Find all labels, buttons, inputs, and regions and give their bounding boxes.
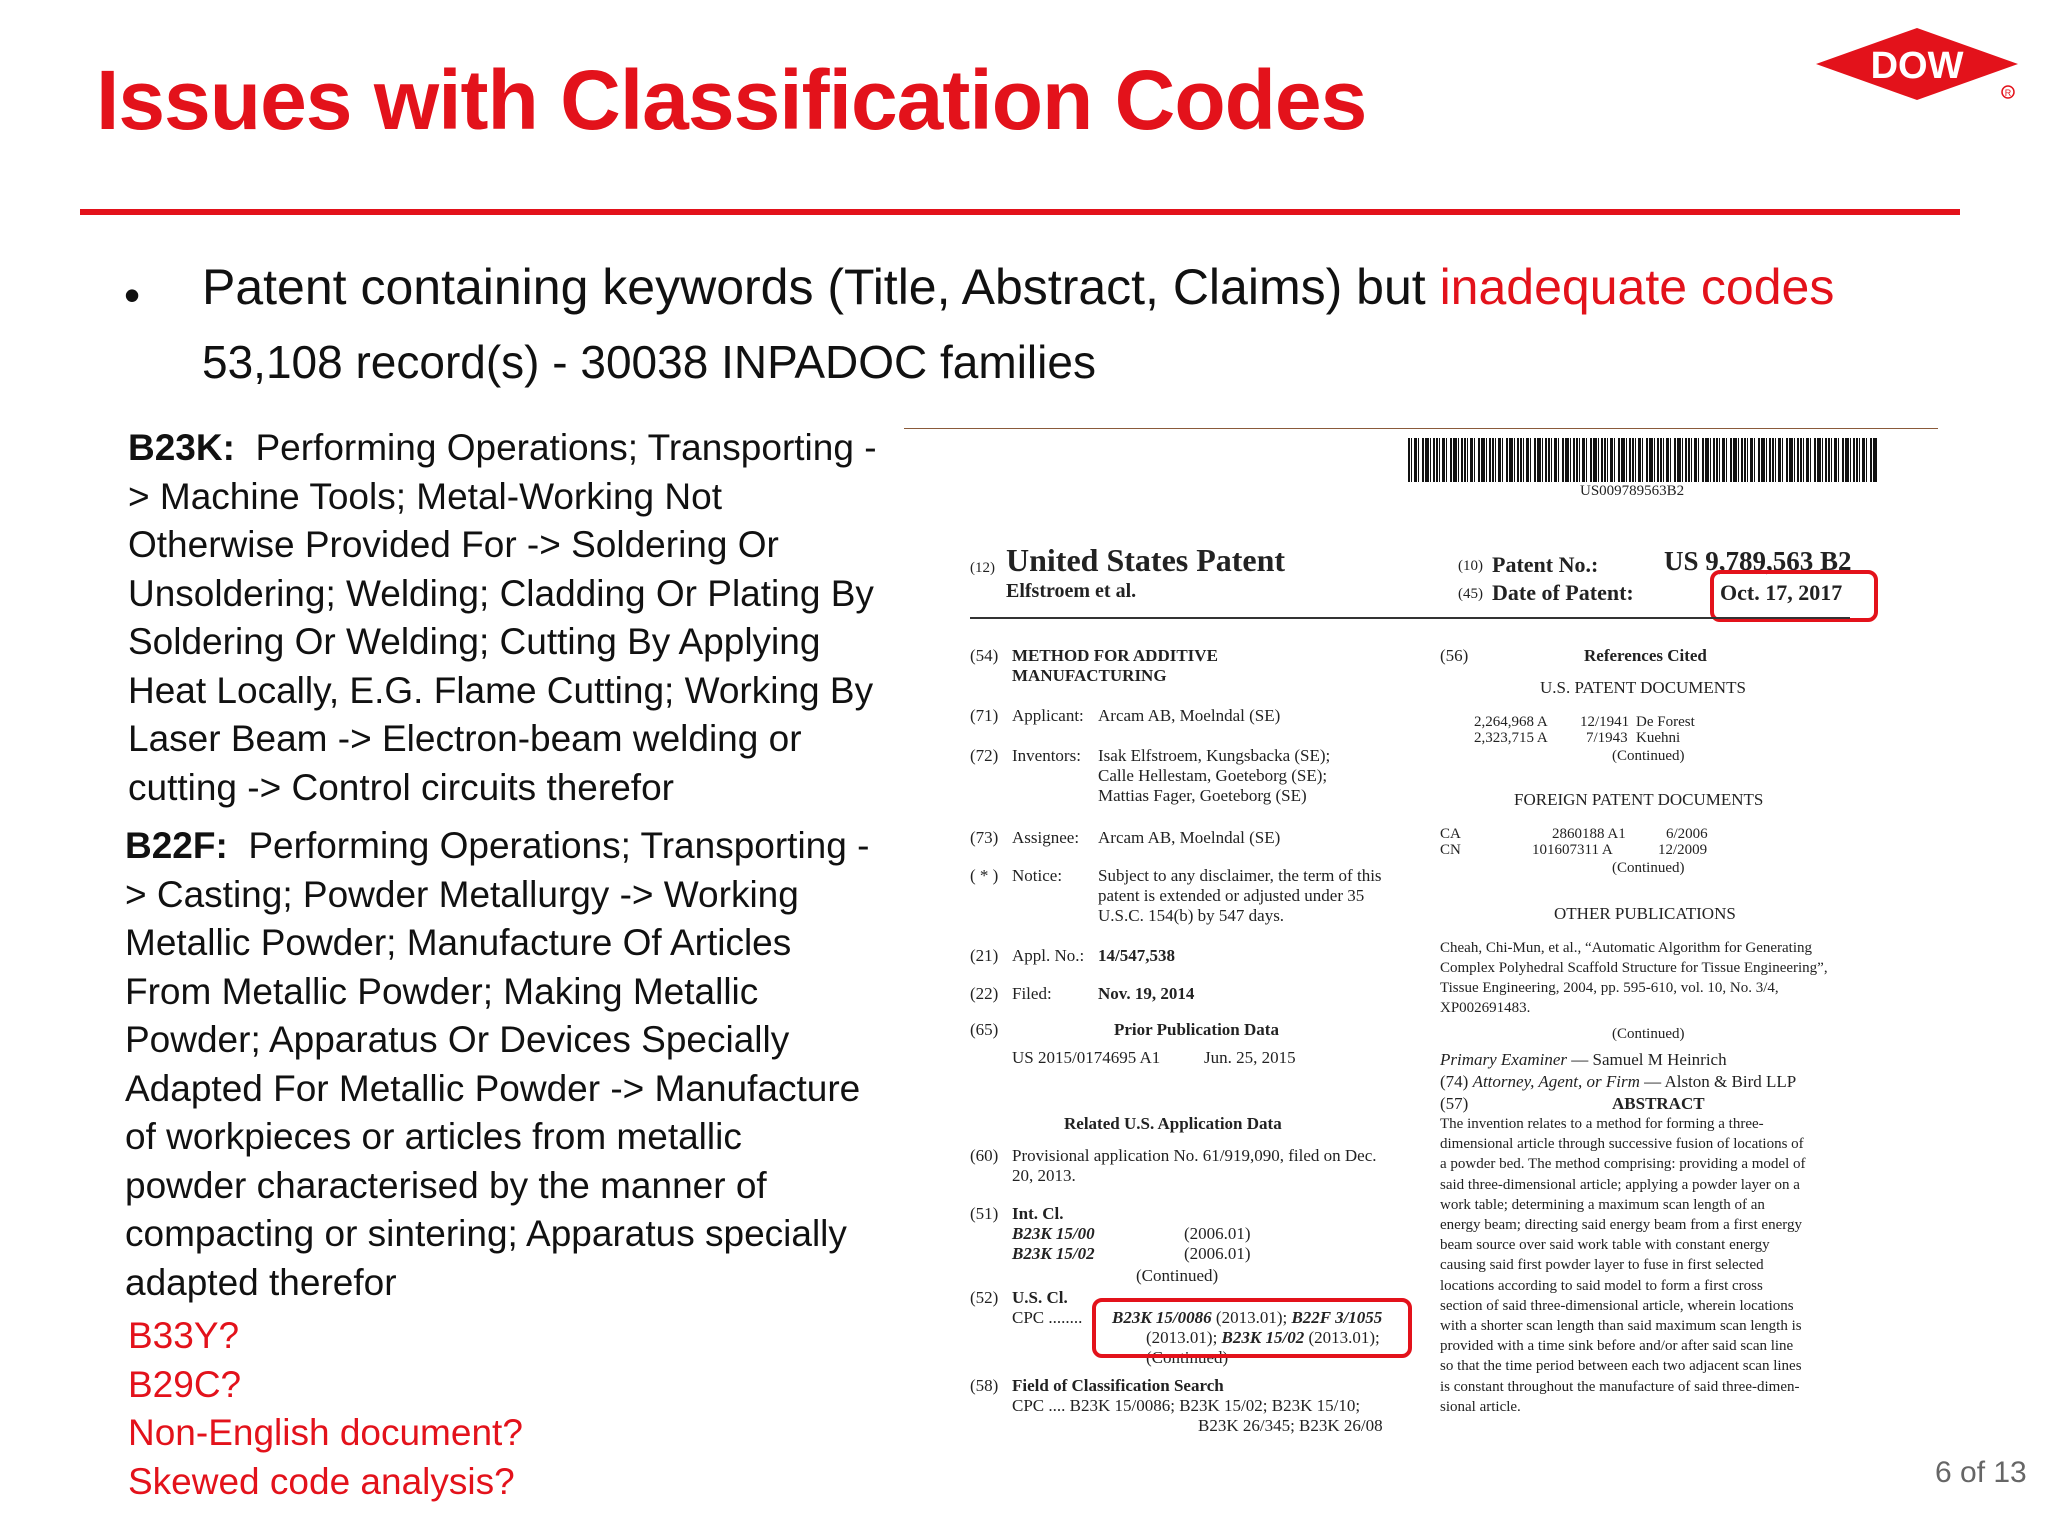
- patent-text: patent is extended or adjusted under 35: [1098, 886, 1365, 905]
- patent-text: [1486, 438, 1487, 482]
- description-line: Heat Locally, E.G. Flame Cutting; Working By: [128, 669, 874, 711]
- patent-text: Arcam AB, Moelndal (SE): [1098, 828, 1281, 847]
- patent-text: 2,264,968 A: [1474, 714, 1548, 730]
- patent-text: [1694, 438, 1697, 482]
- patent-text: [1758, 438, 1760, 482]
- patent-text: 2860188 A1: [1552, 826, 1626, 842]
- patent-text: [1614, 438, 1615, 482]
- patent-text: [1814, 438, 1816, 482]
- patent-text: (12): [970, 560, 995, 576]
- divider: [970, 617, 1850, 619]
- patent-text: [1621, 438, 1625, 482]
- patent-text: [1738, 438, 1739, 482]
- patent-text: [1663, 438, 1664, 482]
- patent-text: [1461, 438, 1463, 482]
- patent-text: [1458, 438, 1459, 482]
- bullet-icon: •: [124, 269, 141, 321]
- description-line: Unsoldering; Welding; Cladding Or Plating By: [128, 572, 874, 614]
- patent-text: [1607, 438, 1608, 482]
- patent-text: [1618, 438, 1620, 482]
- patent-text: 20, 2013.: [1012, 1166, 1076, 1185]
- abstract-text: [1440, 1114, 1860, 1417]
- patent-text: [1442, 438, 1445, 482]
- patent-text: [1570, 438, 1571, 482]
- description-line: Patent containing keywords (Title, Abstract, Claims) but: [202, 259, 1440, 315]
- patent-text: B23K 15/00: [1012, 1224, 1095, 1243]
- patent-text: 14/547,538: [1098, 946, 1175, 965]
- patent-text: ABSTRACT: [1612, 1094, 1705, 1113]
- cpc-highlight-box: [1092, 1298, 1412, 1358]
- patent-text: ( * ): [970, 866, 999, 885]
- patent-text: [1626, 438, 1627, 482]
- patent-text: [1705, 438, 1709, 482]
- patent-text: [1433, 438, 1435, 482]
- patent-text: Int. Cl.: [1012, 1204, 1064, 1223]
- patent-text: [1778, 438, 1781, 482]
- patent-text: Appl. No.:: [1012, 946, 1085, 965]
- patent-text: U.S. Cl.: [1012, 1288, 1068, 1307]
- patent-text: [1411, 438, 1412, 482]
- patent-text: [1761, 438, 1765, 482]
- patent-text: (21): [970, 946, 999, 965]
- patent-text: [1741, 438, 1743, 482]
- patent-text: [1853, 438, 1855, 482]
- patent-text: 101607311 A: [1532, 842, 1613, 858]
- patent-text: Arcam AB, Moelndal (SE): [1098, 706, 1281, 725]
- patent-text: (60): [970, 1146, 999, 1165]
- patent-text: Related U.S. Application Data: [1064, 1114, 1282, 1133]
- patent-text: B23K 15/0086: [1112, 1308, 1212, 1327]
- patent-text: [1850, 438, 1851, 482]
- patent-text: [1478, 438, 1480, 482]
- patent-text: [1716, 438, 1718, 482]
- patent-text: [1489, 438, 1491, 482]
- patent-text: [1800, 438, 1802, 482]
- patent-text: [1551, 438, 1552, 482]
- patent-text: [1797, 438, 1799, 482]
- patent-text: [1828, 438, 1830, 482]
- patent-text: B23K 26/345; B23K 26/08: [1198, 1416, 1383, 1435]
- patent-text: [1733, 438, 1737, 482]
- patent-text: [1744, 438, 1746, 482]
- patent-text: [1642, 438, 1643, 482]
- description-line: adapted therefor: [125, 1261, 397, 1303]
- svg-text:R: R: [2004, 88, 2012, 98]
- patent-text: Provisional application No. 61/919,090, filed on Dec.: [1012, 1146, 1377, 1165]
- patent-text: (10): [1458, 558, 1483, 574]
- patent-text: [1593, 438, 1597, 482]
- patent-text: (Continued): [1612, 748, 1685, 764]
- patent-text: a powder bed. The method comprising: providing a model of: [1440, 1156, 1806, 1173]
- patent-text: (74): [1440, 1072, 1469, 1091]
- patent-text: [1866, 438, 1867, 482]
- patent-number: US 9,789,563 B2: [1664, 546, 1852, 576]
- description-line: [125, 822, 885, 871]
- patent-text: CN: [1440, 842, 1461, 858]
- page-number: 6 of 13: [1935, 1456, 2027, 1489]
- patent-text: (2006.01): [1184, 1224, 1251, 1243]
- patent-text: [1601, 438, 1603, 482]
- patent-text: [1670, 438, 1671, 482]
- description-line: Performing Operations; Transporting -: [255, 427, 877, 468]
- patent-text: [1772, 438, 1774, 482]
- patent-text: [1730, 438, 1732, 482]
- patent-text: [1495, 438, 1496, 482]
- description-line: Performing Operations; Transporting -: [248, 825, 870, 866]
- patent-text: U.S.C. 154(b) by 547 days.: [1098, 906, 1285, 925]
- patent-text: [1523, 438, 1524, 482]
- patent-text: (2006.01): [1184, 1244, 1251, 1263]
- patent-text: [1649, 438, 1653, 482]
- patent-text: [1822, 438, 1823, 482]
- description-line: > Machine Tools; Metal-Working Not: [128, 475, 722, 517]
- patent-text: [1470, 438, 1473, 482]
- patent-text: [1654, 438, 1655, 482]
- patent-text: [1782, 438, 1783, 482]
- patent-text: (52): [970, 1288, 999, 1307]
- patent-text: (51): [970, 1204, 999, 1223]
- description-line: Otherwise Provided For -> Soldering Or: [128, 524, 779, 565]
- dow-logo: [1812, 26, 2022, 106]
- patent-text: CPC ........: [1012, 1308, 1083, 1327]
- patent-text: (Continued): [1146, 1348, 1229, 1367]
- patent-text: (71): [970, 706, 999, 725]
- patent-text: References Cited: [1584, 646, 1707, 665]
- patent-text: 7/1943: [1586, 730, 1628, 746]
- patent-text: [1688, 438, 1690, 482]
- patent-text: [1638, 438, 1641, 482]
- question-item: Skewed code analysis?: [128, 1460, 515, 1502]
- patent-text: section of said three-dimensional article, wherein locations: [1440, 1297, 1794, 1314]
- patent-text: 12/2009: [1658, 842, 1708, 858]
- patent-text: [1842, 438, 1844, 482]
- patent-text: Applicant:: [1012, 706, 1084, 725]
- patent-text: (56): [1440, 646, 1469, 665]
- description-line: From Metallic Powder; Making Metallic: [125, 970, 759, 1012]
- patent-text: [1856, 438, 1858, 482]
- patent-text: so that the time period between each two adjacent scan lines: [1440, 1358, 1802, 1375]
- patent-text: [1747, 438, 1748, 482]
- description-line: powder characterised by the manner of: [125, 1164, 767, 1206]
- patent-text: [1514, 438, 1515, 482]
- patent-text: Mattias Fager, Goeteborg (SE): [1098, 786, 1307, 805]
- patent-text: [1775, 438, 1776, 482]
- patent-text: [1710, 438, 1711, 482]
- patent-text: [1517, 438, 1519, 482]
- slide-title: Issues with Classification Codes: [96, 53, 1367, 147]
- patent-text: [1414, 438, 1417, 482]
- description-line: Adapted For Metallic Powder -> Manufacture: [125, 1067, 861, 1109]
- patent-text: [1666, 438, 1669, 482]
- description-line: Laser Beam -> Electron-beam welding or: [128, 718, 802, 759]
- patent-text: [1834, 438, 1837, 482]
- patent-text: (57): [1440, 1094, 1469, 1113]
- patent-text: (2013.01);: [1146, 1328, 1222, 1347]
- patent-text: [1418, 438, 1419, 482]
- svg-text:DOW: DOW: [1870, 45, 1964, 87]
- patent-text: [1474, 438, 1475, 482]
- patent-text: [1492, 438, 1494, 482]
- patent-text: Prior Publication Data: [1114, 1020, 1279, 1039]
- patent-text: [1831, 438, 1832, 482]
- patent-header-title: United States Patent: [1006, 542, 1286, 578]
- patent-text: [1464, 438, 1466, 482]
- patent-text: FOREIGN PATENT DOCUMENTS: [1514, 790, 1764, 809]
- patent-text: [1450, 438, 1452, 482]
- date-highlight-box: [1710, 570, 1878, 622]
- patent-text: (73): [970, 828, 999, 847]
- patent-text: [1440, 1072, 1796, 1092]
- patent-text: said three-dimensional article; applying a powder layer on a: [1440, 1176, 1800, 1193]
- question-item: B29C?: [128, 1363, 242, 1405]
- patent-text: Calle Hellestam, Goeteborg (SE);: [1098, 766, 1328, 785]
- patent-text: 2,323,715 A: [1474, 730, 1548, 746]
- description-line: [128, 424, 888, 473]
- patent-text: [1870, 438, 1872, 482]
- description-line: cutting -> Control circuits therefor: [128, 766, 674, 808]
- patent-text: [1750, 438, 1753, 482]
- patent-text: [1825, 438, 1827, 482]
- patent-text: [1862, 438, 1865, 482]
- patent-text: [1713, 438, 1715, 482]
- patent-text: Field of Classification Search: [1012, 1376, 1224, 1395]
- description-line: > Casting; Powder Metallurgy -> Working: [125, 873, 799, 915]
- patent-text: [1817, 438, 1821, 482]
- patent-text: [1425, 438, 1429, 482]
- patent-text: MANUFACTURING: [1012, 666, 1167, 685]
- patent-text: is constant throughout the manufacture of said three-dimen-: [1440, 1378, 1800, 1395]
- patent-text: B22F 3/1055: [1291, 1308, 1383, 1327]
- patent-text: [1439, 438, 1440, 482]
- patent-text: [1806, 438, 1809, 482]
- patent-text: CPC .... B23K 15/0086; B23K 15/02; B23K 15/10;: [1012, 1396, 1361, 1415]
- patent-text: [1582, 438, 1585, 482]
- patent-text: [1590, 438, 1592, 482]
- patent-text: [1702, 438, 1704, 482]
- title-underline: [80, 209, 1960, 215]
- patent-text: Cheah, Chi-Mun, et al., “Automatic Algorithm for Generating: [1440, 940, 1812, 956]
- patent-text: [1810, 438, 1811, 482]
- patent-text: [1660, 438, 1662, 482]
- patent-text: B23K 15/02: [1012, 1244, 1095, 1263]
- patent-text: [1635, 438, 1636, 482]
- patent-text: sional article.: [1440, 1398, 1521, 1415]
- patent-text: Subject to any disclaimer, the term of this: [1098, 866, 1382, 885]
- patent-text: with a shorter scan length than said maximum scan length is: [1440, 1318, 1802, 1335]
- patent-text: [1646, 438, 1648, 482]
- open-questions: [128, 1312, 523, 1506]
- patent-text: [1769, 438, 1771, 482]
- patent-text: work table; determining a maximum scan length of an: [1440, 1196, 1765, 1213]
- patent-text: (45): [1458, 586, 1483, 602]
- description-line: of workpieces or articles from metallic: [125, 1116, 742, 1157]
- patent-text: [1422, 438, 1424, 482]
- patent-text: [1537, 438, 1541, 482]
- patent-text: [1573, 438, 1575, 482]
- patent-text: [1586, 438, 1587, 482]
- patent-text: provided with a time sink before and/or after said scan line: [1440, 1338, 1794, 1355]
- barcode-icon: [1408, 438, 1878, 482]
- patent-text: [1545, 438, 1547, 482]
- patent-text: locations according to said model to form a first cross: [1440, 1277, 1763, 1294]
- patent-text: [1502, 438, 1503, 482]
- patent-text: [1534, 438, 1536, 482]
- patent-text: Date of Patent:: [1492, 580, 1634, 605]
- inventor-short: Elfstroem et al.: [1006, 580, 1137, 602]
- patent-text: [1719, 438, 1720, 482]
- patent-front-page: [900, 422, 1940, 1442]
- patent-text: [1579, 438, 1580, 482]
- patent-text: Patent No.:: [1492, 552, 1599, 577]
- patent-text: [1803, 438, 1804, 482]
- records-count: 53,108 record(s) - 30038 INPADOC families: [202, 336, 1096, 388]
- patent-text: OTHER PUBLICATIONS: [1554, 904, 1736, 923]
- patent-text: (Continued): [1612, 1026, 1685, 1042]
- patent-text: [1506, 438, 1508, 482]
- patent-date: Oct. 17, 2017: [1720, 580, 1843, 605]
- patent-text: [1845, 438, 1849, 482]
- patent-text: Attorney, Agent, or Firm: [1472, 1072, 1640, 1091]
- patent-text: [1408, 438, 1410, 482]
- patent-text: [1859, 438, 1860, 482]
- patent-text: [1436, 438, 1438, 482]
- patent-text: [1682, 438, 1683, 482]
- patent-text: (2013.01);: [1211, 1308, 1292, 1327]
- patent-text: dimensional article through successive fusion of locations of: [1440, 1136, 1804, 1153]
- patent-text: US 2015/0174695 A1: [1012, 1048, 1161, 1067]
- patent-text: [1565, 438, 1569, 482]
- description-line: compacting or sintering; Apparatus specially: [125, 1213, 847, 1254]
- patent-text: [1542, 438, 1543, 482]
- patent-text: XP002691483.: [1440, 1000, 1531, 1016]
- patent-text: causing said first powder layer to fuse in first selected: [1440, 1257, 1764, 1274]
- patent-text: METHOD FOR ADDITIVE: [1012, 646, 1218, 665]
- patent-text: 12/1941: [1580, 714, 1630, 730]
- question-item: B33Y?: [128, 1315, 240, 1356]
- divider: [904, 428, 1938, 429]
- patent-text: [1548, 438, 1550, 482]
- patent-text: Nov. 19, 2014: [1098, 984, 1195, 1003]
- patent-text: Tissue Engineering, 2004, pp. 595-610, vol. 10, No. 3/4,: [1440, 980, 1779, 996]
- patent-text: — Alston & Bird LLP: [1639, 1072, 1797, 1091]
- patent-text: B23K 15/02: [1221, 1328, 1305, 1347]
- patent-text: [1698, 438, 1699, 482]
- patent-text: [1610, 438, 1613, 482]
- patent-text: The invention relates to a method for forming a three-: [1440, 1116, 1764, 1132]
- patent-text: [1674, 438, 1676, 482]
- patent-text: De Forest: [1636, 714, 1695, 730]
- patent-text: [1530, 438, 1531, 482]
- patent-text: [1677, 438, 1681, 482]
- patent-text: (58): [970, 1376, 999, 1395]
- patent-text: [1726, 438, 1727, 482]
- patent-text: [1509, 438, 1513, 482]
- b22f-code: B22F:: [125, 825, 228, 866]
- patent-text: [1629, 438, 1631, 482]
- patent-text: [1754, 438, 1755, 482]
- description-line: Soldering Or Welding; Cutting By Applying: [128, 621, 821, 662]
- patent-text: [1794, 438, 1795, 482]
- patent-text: (2013.01);: [1304, 1328, 1380, 1347]
- patent-text: U.S. PATENT DOCUMENTS: [1540, 678, 1746, 697]
- patent-text: beam source over said work table with constant energy: [1440, 1237, 1770, 1254]
- patent-text: Assignee:: [1012, 828, 1080, 847]
- patent-text: Inventors:: [1012, 746, 1081, 765]
- patent-text: [1467, 438, 1468, 482]
- patent-text: [1657, 438, 1659, 482]
- patent-text: [1838, 438, 1839, 482]
- patent-text: [1766, 438, 1767, 482]
- patent-text: Filed:: [1012, 984, 1052, 1003]
- patent-text: 6/2006: [1666, 826, 1708, 842]
- highlight-inadequate-codes: inadequate codes: [1439, 259, 1835, 315]
- b23k-code: B23K:: [128, 427, 235, 468]
- patent-text: [1526, 438, 1529, 482]
- b22f-description: [125, 822, 885, 1307]
- bullet-text: [202, 258, 1834, 316]
- patent-text: [1786, 438, 1788, 482]
- patent-text: Primary Examiner: [1440, 1050, 1568, 1069]
- patent-text: CA: [1440, 826, 1461, 842]
- patent-text: [1685, 438, 1687, 482]
- patent-text: [1632, 438, 1634, 482]
- patent-text: (Continued): [1612, 860, 1685, 876]
- description-line: Powder; Apparatus Or Devices Specially: [125, 1019, 790, 1060]
- patent-text: [1562, 438, 1564, 482]
- barcode-number: US009789563B2: [1580, 483, 1685, 499]
- patent-text: [1440, 1050, 1727, 1070]
- patent-text: [1789, 438, 1793, 482]
- patent-text: [1430, 438, 1431, 482]
- description-line: Metallic Powder; Manufacture Of Articles: [125, 922, 792, 963]
- patent-text: (Continued): [1136, 1266, 1219, 1285]
- patent-text: Jun. 25, 2015: [1204, 1048, 1296, 1067]
- question-item: Non-English document?: [128, 1412, 523, 1453]
- patent-text: [1604, 438, 1606, 482]
- patent-text: [1498, 438, 1501, 482]
- patent-text: [1722, 438, 1725, 482]
- patent-text: [1520, 438, 1522, 482]
- patent-text: [1453, 438, 1457, 482]
- patent-text: energy beam; directing said energy beam from a first energy: [1440, 1217, 1802, 1234]
- patent-text: [1481, 438, 1485, 482]
- patent-text: Kuehni: [1636, 730, 1681, 746]
- patent-text: [1691, 438, 1692, 482]
- patent-text: [1598, 438, 1599, 482]
- patent-text: [1446, 438, 1447, 482]
- patent-text: [1576, 438, 1578, 482]
- patent-text: Notice:: [1012, 866, 1063, 885]
- patent-text: (54): [970, 646, 999, 665]
- patent-text: (72): [970, 746, 999, 765]
- b23k-description: [128, 424, 888, 812]
- patent-text: [1554, 438, 1557, 482]
- patent-text: Isak Elfstroem, Kungsbacka (SE);: [1098, 746, 1331, 765]
- patent-text: — Samuel M Heinrich: [1567, 1050, 1727, 1069]
- patent-text: (65): [970, 1020, 999, 1039]
- patent-text: Complex Polyhedral Scaffold Structure for Tissue Engineering”,: [1440, 960, 1828, 976]
- patent-text: (22): [970, 984, 999, 1003]
- patent-text: [1873, 438, 1877, 482]
- patent-text: [1558, 438, 1559, 482]
